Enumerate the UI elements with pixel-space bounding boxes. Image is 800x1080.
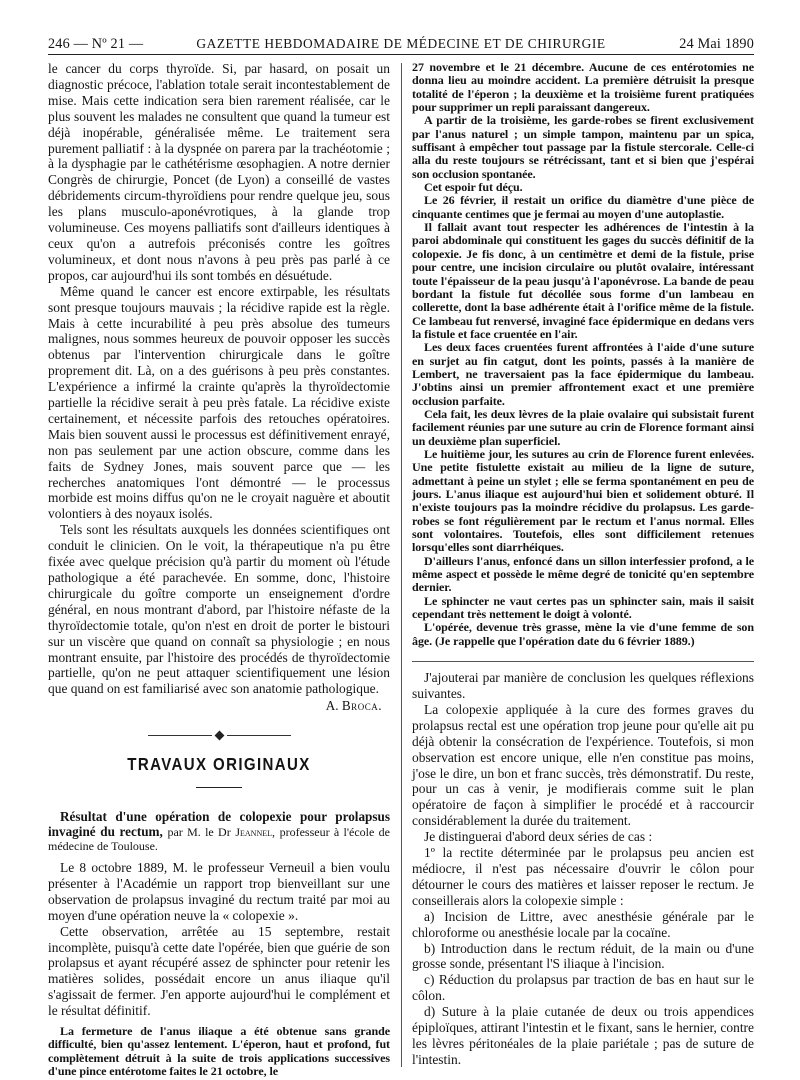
paragraph: La colopexie appliquée à la cure des formes graves du prolapsus rectal est une opération trop jeune pour qu'elle ait pu déjà obtenir la consécration de l'expérience. Toutefois, si mon observation est encore unique, elle n'en constitue pas moins, j'ose le dire, un bon et franc succès, très démonstratif. Du reste, pour un cas à venir, je modifierais comme suit le plan opératoire de façon à simplifier le procédé et à raccourcir considérablement la durée du traitement.: [412, 701, 754, 829]
small-paragraph: L'opérée, devenue très grasse, mène la vie d'une femme de son âge. (Je rappelle que l'opération date du 6 février 1889.): [412, 620, 754, 648]
author-affiliation: professeur à l'école de médecine de Toulouse.: [48, 824, 390, 854]
paragraph: 1º la rectite déterminée par le prolapsus peu ancien est médiocre, il n'est pas nécessaire d'ouvrir le côlon pour détourner le cours des matières et laisser reposer le rectum. Je conseillerais alors la colopexie simple :: [412, 845, 754, 908]
paragraph: le cancer du corps thyroïde. Si, par hasard, on posait un diagnostic précoce, l'ablation totale serait incontestablement de mise. Mais cette indication sera bien rarement réalisée, car le plus souvent les malades ne consultent que quand la tumeur est déjà inopérable, généralisée même. Le traitement sera purement palliatif : à la dyspnée on parera par la trachéotomie ; à la dysphagie par le cathétérisme œsophagien. A notre dernier Congrès de chirurgie, Poncet (de Lyon) a conseillé de vastes débridements circum-thyroïdiens pour rendre quelque jeu, sous les plans musculo-aponévrotiques, à la glande trop volumineuse. Ces moyens palliatifs sont d'ailleurs identiques à ceux qu'on a autrefois préconisés contre les goîtres volumineux, et dont nous n'avons à peu près pas parlé à ce propos, car aujourd'hui ils sont tombés en désuétude.: [48, 61, 390, 283]
author-signature: [48, 698, 390, 714]
list-item: c) Réduction du prolapsus par traction de bas en haut sur le côlon.: [412, 972, 754, 1004]
small-paragraph: Il fallait avant tout respecter les adhérences de l'intestin à la paroi abdominale qui constituent les gages du succès définitif de la colopexie. Je fis donc, à un centimètre et demi de la fistule, prise pour centre, une incision circulaire ou plutôt ovalaire, intéressant toute l'épaisseur de la peau jusqu'à l'aponévrose. La bande de peau bordant la fistule fut décollée sous forme d'un lambeau en collerette, dont la base adhérente était à l'orifice même de la fistule. Ce lambeau fut renversé, invaginé face épidermique en dedans vers la fistule et face cruentée en l'air.: [412, 220, 754, 341]
paragraph: Cette observation, arrêtée au 15 septembre, restait incomplète, puisqu'à cette date l'opérée, bien que guérie de son prolapsus et ayant récupéré assez de sphincter pour retenir les matières solides, possédait encore un anus iliaque qu'il s'agissait de fermer. J'en apporte aujourd'hui le complément et le résultat définitif.: [48, 923, 390, 1019]
small-paragraph: A partir de la troisième, les garde-robes se firent exclusivement par l'anus naturel ; un simple tampon, maintenu par un spica, suffisant à empêcher tout passage par la fistule stercorale. Celle-ci alla du reste toujours se rétrécissant, tant et si bien que j'espérai son occlusion spontanée.: [412, 113, 754, 181]
list-item: b) Introduction dans le rectum réduit, de la main ou d'une grosse sonde, présentant l'S iliaque à l'incision.: [412, 940, 754, 972]
paragraph: Je distinguerai d'abord deux séries de cas :: [424, 829, 653, 845]
column-rule: [401, 63, 402, 1067]
left-column: [48, 61, 390, 1079]
paragraph: Le 8 octobre 1889, M. le professeur Verneuil a bien voulu présenter à l'Académie un rapport trop bienveillant sur une observation de prolapsus invaginé du rectum traité par moi au moyen d'une opération neuve la « colopexie ».: [48, 860, 390, 923]
diamond-icon: [214, 730, 224, 740]
ornament-line: [148, 735, 212, 736]
author-name: Jeannel,: [235, 824, 275, 839]
paragraph: J'ajouterai par manière de conclusion les quelques réflexions suivantes.: [412, 670, 754, 702]
issue-date: 24 Mai 1890: [679, 36, 754, 52]
small-paragraph: Cela fait, les deux lèvres de la plaie ovalaire qui subsistait furent facilement réunies par une suture au crin de Florence formant ainsi un deuxième plan superficiel.: [412, 406, 754, 448]
article-heading: [48, 810, 390, 854]
title-rule: [196, 787, 242, 788]
right-column: [412, 61, 754, 1067]
author-prefix: par M. le Dr: [167, 824, 231, 839]
paragraph: Même quand le cancer est encore extirpable, les résultats sont presque toujours mauvais ; la récidive rapide est la règle. Mais à cette incurabilité à peu près absolue des tumeurs malignes, nous sommes heureux de pouvoir opposer les succès obtenus par l'intervention chirurgicale dans le goître proprement dit. Là, on a des guérisons à peu près constantes. L'expérience a infirmé la crainte qu'après la thyroïdectomie partielle la récidive serait à peu près fatale. La récidive existe certainement, et nécessite parfois des retouches opératoires. Mais bien souvent aussi le processus est définitivement enrayé, non pas seulement par une action obscure, comme dans les faits de Sydney Jones, mais souvent parce que — les recherches anatomiques l'ont démontré — le processus morbide est moins diffus qu'on ne le croyait naguère et aboutit volontiers à des noyaux isolés.: [48, 283, 390, 522]
small-paragraph: Cet espoir fut déçu.: [424, 180, 523, 195]
journal-title: GAZETTE HEBDOMADAIRE DE MÉDECINE ET DE CHIRURGIE: [196, 36, 606, 51]
small-paragraph: Le huitième jour, les sutures au crin de Florence furent enlevées. Une petite fistulette existait au milieu de la ligne de suture, admettant à peine un stylet ; elle se ferma spontanément en peu de jours. L'anus iliaque est aujourd'hui bien et solidement obturé. Il n'existe toujours pas la moindre récidive du prolapsus. Les garde-robes se font régulièrement par le rectum et l'anus normal. Elles sont volontaires. Toutefois, elles sont difficilement retenues lorsqu'elles sont diarrhéiques.: [412, 446, 754, 555]
small-paragraph: 27 novembre et le 21 décembre. Aucune de ces entérotomies ne donna lieu au moindre accident. La première détruisit la presque totalité de l'éperon ; la deuxième et la troisième furent pratiquées pour supprimer un repli paraissant dangereux.: [412, 60, 754, 115]
list-item: d) Suture à la plaie cutanée de deux ou trois appendices épiploïques, attirant l'intestin et le fixant, sans le hernier, contre les lèvres péritonéales de la plaie pariétale ; pas de suture de l'intestin.: [412, 1004, 754, 1067]
small-paragraph: Le 26 février, il restait un orifice du diamètre d'une pièce de cinquante centimes que je fermai au moyen d'une autoplastie.: [412, 193, 754, 221]
ornament-line: [227, 735, 291, 736]
small-paragraph: D'ailleurs l'anus, enfoncé dans un sillon interfessier profond, a le même aspect et possède le même degré de tonicité qu'en septembre dernier.: [412, 553, 754, 595]
section-title: TRAVAUX ORIGINAUX: [127, 754, 311, 775]
small-paragraph: La fermeture de l'anus iliaque a été obtenue sans grande difficulté, bien qu'assez lentement. L'éperon, haut et profond, fut complètement détruit à la suite de trois applications successives d'une pince entérotome faites le 21 octobre, le: [48, 1024, 390, 1079]
section-ornament: [48, 730, 390, 740]
separator-rule: [412, 661, 754, 662]
header-rule: [48, 54, 754, 55]
small-paragraph: Le sphincter ne vaut certes pas un sphincter sain, mais il saisit cependant très nettement le doigt à volonté.: [412, 593, 754, 622]
signature-name: Broca.: [341, 698, 382, 714]
article-title: Résultat d'une opération de colopexie pour prolapsus invaginé du rectum,: [48, 809, 390, 839]
signature-initial: A.: [325, 698, 339, 714]
list-item: a) Incision de Littre, avec anesthésie générale par le chloroforme ou anesthésie locale par la cocaïne.: [412, 908, 754, 940]
running-head: [48, 30, 754, 54]
two-column-body: [48, 60, 754, 1079]
small-paragraph: Les deux faces cruentées furent affrontées à l'aide d'une suture en surjet au fin catgut, dont les points, passés à la manière de Lembert, ne traversaient pas la face épidermique du lambeau. J'obtins ainsi un premier affrontement exact et une première occlusion parfaite.: [412, 340, 754, 408]
page-number: 246 — Nº 21 —: [48, 36, 144, 52]
paragraph: Tels sont les résultats auxquels les données scientifiques ont conduit le clinicien. On le voit, la thérapeutique n'a pu être fixée avec quelque précision qu'à partir du moment où l'étude pathologique a été parachevée. En somme, donc, l'histoire chirurgicale du goître comporte un enseignement d'ordre général, en nous montrant d'abord, par l'histoire néfaste de la thyroïdectomie totale, qu'on n'est en droit de porter le bistouri sur un viscère que quand on connaît sa physiologie ; en nous montrant ensuite, par l'histoire des procédés de thyroïdectomie partielle, qu'on ne peut attaquer scientifiquement une lésion que quand on est familiarisé avec son anatomie pathologique.: [48, 522, 390, 697]
